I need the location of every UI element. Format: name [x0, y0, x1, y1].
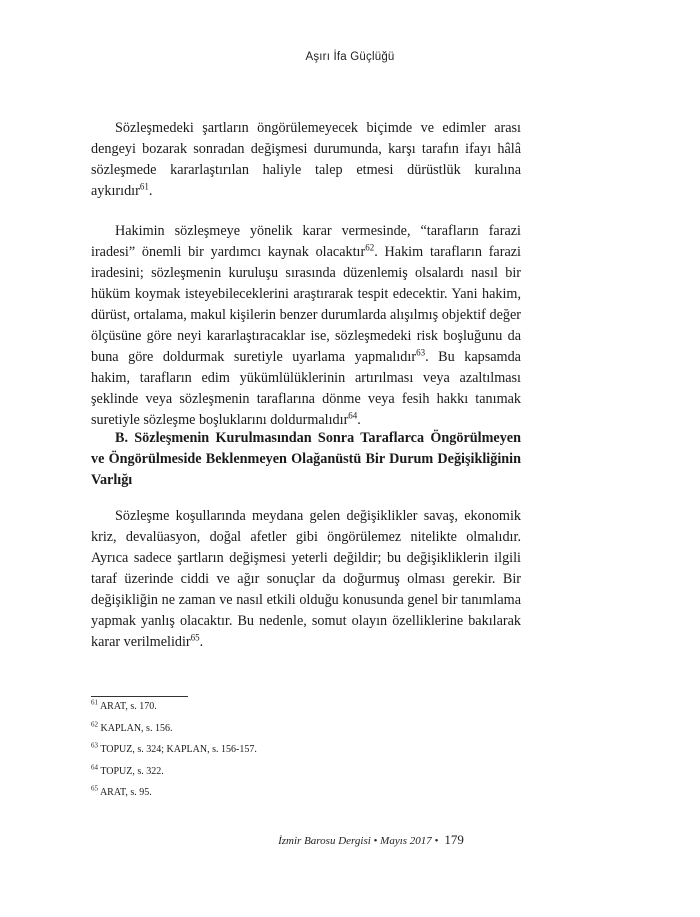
page-number: 179 [444, 832, 464, 847]
paragraph-1 [91, 118, 521, 202]
footnote-divider [91, 696, 188, 697]
paragraph-1-end: . [148, 183, 153, 199]
footnote-text: ARAT, s. 95. [99, 787, 152, 798]
journal-name: İzmir Barosu Dergisi • Mayıs 2017 • [278, 835, 439, 847]
section-heading-b [91, 428, 521, 491]
footnote-text: TOPUZ, s. 322. [100, 765, 164, 777]
footnote-num: 61 [91, 698, 98, 707]
footnote-ref-63[interactable]: 63 [416, 347, 426, 358]
footnote-num: 65 [91, 784, 98, 793]
paragraph-2-text-b: . Hakim tarafların farazi iradesini; sözleşmenin kuruluşu sırasında düzenlemiş olsalardı nasıl bir hüküm koymak isteyebileceklerini araştırarak tespit edecektir. Yani hakim, dürüst, ortalama, makul kişilerin benzer durumlarda alışılmış objektif değer ölçüsüne göre neyi kararlaştıracaklar ise, sözleşmedeki risk boşluğunu da buna göre doldurmak suretiyle uyarlama yapmalıdır [91, 244, 521, 365]
footnote-text: TOPUZ, s. 324; KAPLAN, s. 156-157. [100, 744, 257, 755]
footnote-num: 62 [91, 720, 98, 729]
section-heading-text: B. Sözleşmenin Kurulmasından Sonra Taraflarca Öngörülmeyen ve Öngörülmeside Beklenmeyen Olağanüstü Bir Durum Değişikliğinin Varlığı [91, 430, 521, 488]
footnote-63 [91, 743, 257, 765]
paragraph-3 [91, 506, 521, 653]
footnote-ref-65[interactable]: 65 [190, 632, 200, 643]
paragraph-1-text: Sözleşmedeki şartların öngörülemeyecek biçimde ve edimler arası dengeyi bozarak sonradan değişmesi durumunda, karşı tarafın ifayı hâlâ sözleşmede kararlaştırılan haliyle talep etmesi dürüstlük kuralına aykırıdır [91, 120, 521, 199]
footnote-ref-64[interactable]: 64 [348, 410, 358, 421]
footnote-num: 64 [91, 763, 98, 772]
paragraph-3-end: . [199, 634, 204, 650]
paragraph-2-text-c: . Bu kapsamda hakim, tarafların edim yükümlülüklerinin artırılması veya azaltılması şeklinde veya sözleşmenin taraflarına dönme veya fesih hakkı tanımak suretiyle sözleşme boşluklarını doldurmalıdır [91, 349, 521, 428]
footnote-ref-62[interactable]: 62 [365, 242, 375, 253]
footnote-64 [91, 765, 257, 787]
paragraph-2 [91, 221, 521, 431]
paragraph-3-text: Sözleşme koşullarında meydana gelen değişiklikler savaş, ekonomik kriz, devalüasyon, doğal afetler gibi öngörülemez nitelikte olmalıdır. Ayrıca sadece şartların değişmesi yeterli değildir; bu değişikliklerin ilgili taraf üzerinde ciddi ve ağır sonuçlar da doğurmuş olması gerekir. Bir değişikliğin ne zaman ve nasıl etkili olduğu konusunda genel bir tanımlama yapmak yanlış olacaktır. Bu nedenle, somut olayın özelliklerine bakılarak karar verilmelidir [91, 508, 521, 650]
footnote-62 [91, 722, 257, 744]
footnotes [91, 700, 257, 808]
footnote-text: KAPLAN, s. 156. [100, 722, 173, 734]
running-head: Aşırı İfa Güçlüğü [305, 51, 395, 63]
footnote-61 [91, 700, 257, 722]
footnote-num: 63 [91, 741, 98, 750]
paragraph-2-end: . [357, 412, 361, 428]
page-footer [0, 832, 700, 848]
paragraph-2-text-a: Hakimin sözleşmeye yönelik karar vermesinde, “tarafların farazi iradesi” önemli bir yardımcı kaynak olacaktır [91, 223, 521, 260]
footnote-text: ARAT, s. 170. [99, 701, 157, 712]
footnote-65 [91, 786, 257, 808]
footnote-ref-61[interactable]: 61 [139, 181, 149, 192]
